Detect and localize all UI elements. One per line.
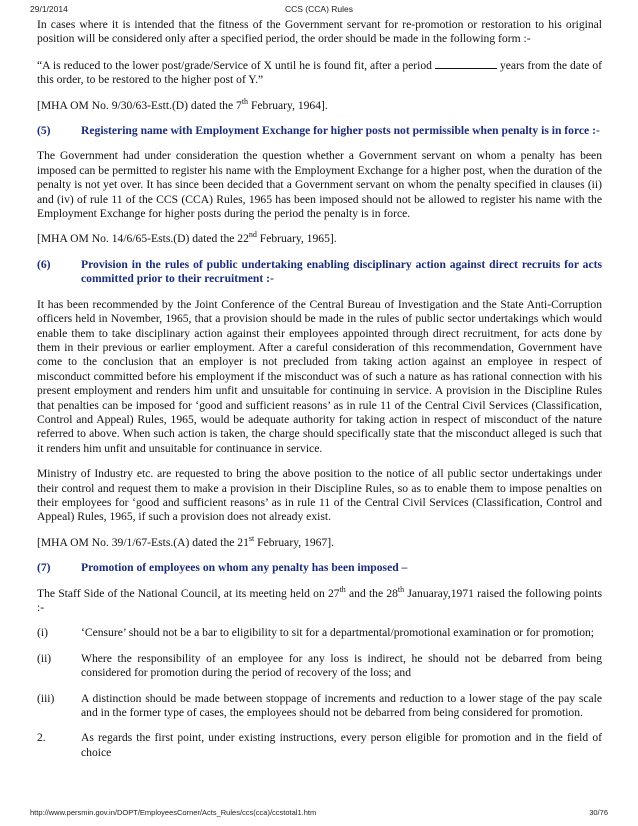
section-7-number: (7) bbox=[37, 561, 51, 575]
order-form-text-end: years from the date of this order, to be restored to the higher post of Y.” bbox=[37, 58, 602, 87]
blank-line bbox=[435, 58, 497, 69]
list-item bbox=[37, 626, 602, 640]
header-title: CCS (CCA) Rules bbox=[284, 4, 353, 14]
list-item-text: As regards the first point, under existing instructions, every person eligible for promotion and in the field of choice bbox=[81, 731, 602, 759]
paragraph-joint-conference: It has been recommended by the Joint Conference of the Central Bureau of Investigation and the State Anti-Corruption officers held in November, 1965, that a provision should be made in the rules of public sector undertakings which would enable them to take disciplinary action against their employees appointed through direct recruitment, for acts done by them in their previous or earlier employment. After a careful consideration of this recommendation, Government have come to the conclusion that an employer is not precluded from taking action against an employee in respect of misconduct committed before his employment if the misconduct was of such a nature as has rational connection with his present employment and renders him unfit and unsuitable for continuing in service. A provision in the Discipline Rules that penalties can be imposed for ‘good and sufficient reasons’ as in rule 11 of the Central Civil Services (Classification, Control and Appeal) Rules, 1965, would be adequate authority for taking action in respect of misconduct of the nature referred to above. When such action is taken, the charge should specifically state that the misconduct alleged is such that it renders him unfit and unsuitable for continuance in service. bbox=[37, 297, 602, 455]
list-item-text: A distinction should be made between stoppage of increments and reduction to a lower stage of the pay scale and in the former type of cases, the employees should not be debarred from being considered for promotion. bbox=[81, 691, 602, 720]
section-6-number: (6) bbox=[37, 257, 51, 271]
list-item-number: (iii) bbox=[37, 691, 55, 705]
list-item bbox=[37, 692, 602, 721]
paragraph-staff-side: The Staff Side of the National Council, at its meeting held on 27th and the 28th Januaray,1971 raised the following points :- bbox=[37, 584, 602, 614]
list-item-text: ‘Censure’ should not be a bar to eligibility to sit for a departmental/promotional examination or for promotion; bbox=[81, 626, 595, 640]
reference-1964: [MHA OM No. 9/30/63-Estt.(D) dated the 7th February, 1964]. bbox=[37, 96, 328, 112]
list-item-text: Where the responsibility of an employee for any loss is indirect, he should not be debarred from being considered for promotion during the period of recovery of the loss; and bbox=[81, 651, 602, 680]
section-7-title: Promotion of employees on whom any penalty has been imposed – bbox=[81, 561, 408, 575]
list-item bbox=[37, 731, 602, 760]
list-item-number: (ii) bbox=[37, 651, 52, 665]
section-5-number: (5) bbox=[37, 124, 51, 138]
section-7-heading bbox=[37, 561, 602, 575]
page-number: 30/76 bbox=[589, 808, 608, 817]
list-item-number: (i) bbox=[37, 626, 48, 640]
section-6-heading bbox=[37, 258, 602, 287]
section-5-title: Registering name with Employment Exchange for higher posts not permissible when penalty is in force :- bbox=[81, 124, 600, 138]
section-5-heading bbox=[37, 124, 602, 138]
list-item-number: 2. bbox=[37, 731, 46, 745]
paragraph-fitness: In cases where it is intended that the fitness of the Government servant for re-promotion or restoration to his original position will be considered only after a specified period, the order should be made in the following form :- bbox=[37, 18, 602, 46]
section-6-title: Provision in the rules of public undertaking enabling disciplinary action against direct recruits for acts committed prior to their recruitment :- bbox=[81, 257, 602, 286]
footer-url-link[interactable]: http://www.persmin.gov.in/DOPT/EmployeesCorner/Acts_Rules/ccs(cca)/ccstotal1.htm bbox=[30, 808, 317, 817]
paragraph-employment-exchange: The Government had under consideration the question whether a Government servant on whom a penalty has been imposed can be permitted to register his name with the Employment Exchange for a higher post, when the duration of the penalty is not yet over. It has since been decided that a Government servant on whom the penalty specified in clauses (ii) and (iv) of rule 11 of the CCS (CCA) Rules, 1965 has been imposed should not be allowed to register his name with the Employment Exchange for higher posts during the period the penalty is in force. bbox=[37, 149, 602, 221]
paragraph-order-form bbox=[37, 58, 602, 88]
page-header bbox=[0, 4, 638, 18]
header-date: 29/1/2014 bbox=[30, 4, 68, 14]
list-item bbox=[37, 652, 602, 681]
paragraph-ministry-industry: Ministry of Industry etc. are requested to bring the above position to the notice of all public sector undertakings under their control and request them to make a provision in their Discipline Rules, so as to enable them to impose penalties on their employees for ‘good and sufficient reasons’ as in rule 11 of the Central Civil Services (Classification, Control and Appeal) Rules, 1965, if such a provision does not already exist. bbox=[37, 467, 602, 524]
reference-1967: [MHA OM No. 39/1/67-Ests.(A) dated the 21st February, 1967]. bbox=[37, 533, 334, 549]
document-body bbox=[37, 18, 602, 771]
reference-1965: [MHA OM No. 14/6/65-Ests.(D) dated the 22nd February, 1965]. bbox=[37, 230, 337, 246]
order-form-text-start: “A is reduced to the lower post/grade/Service of X until he is found fit, after a period bbox=[37, 58, 432, 72]
page-footer bbox=[0, 808, 638, 820]
